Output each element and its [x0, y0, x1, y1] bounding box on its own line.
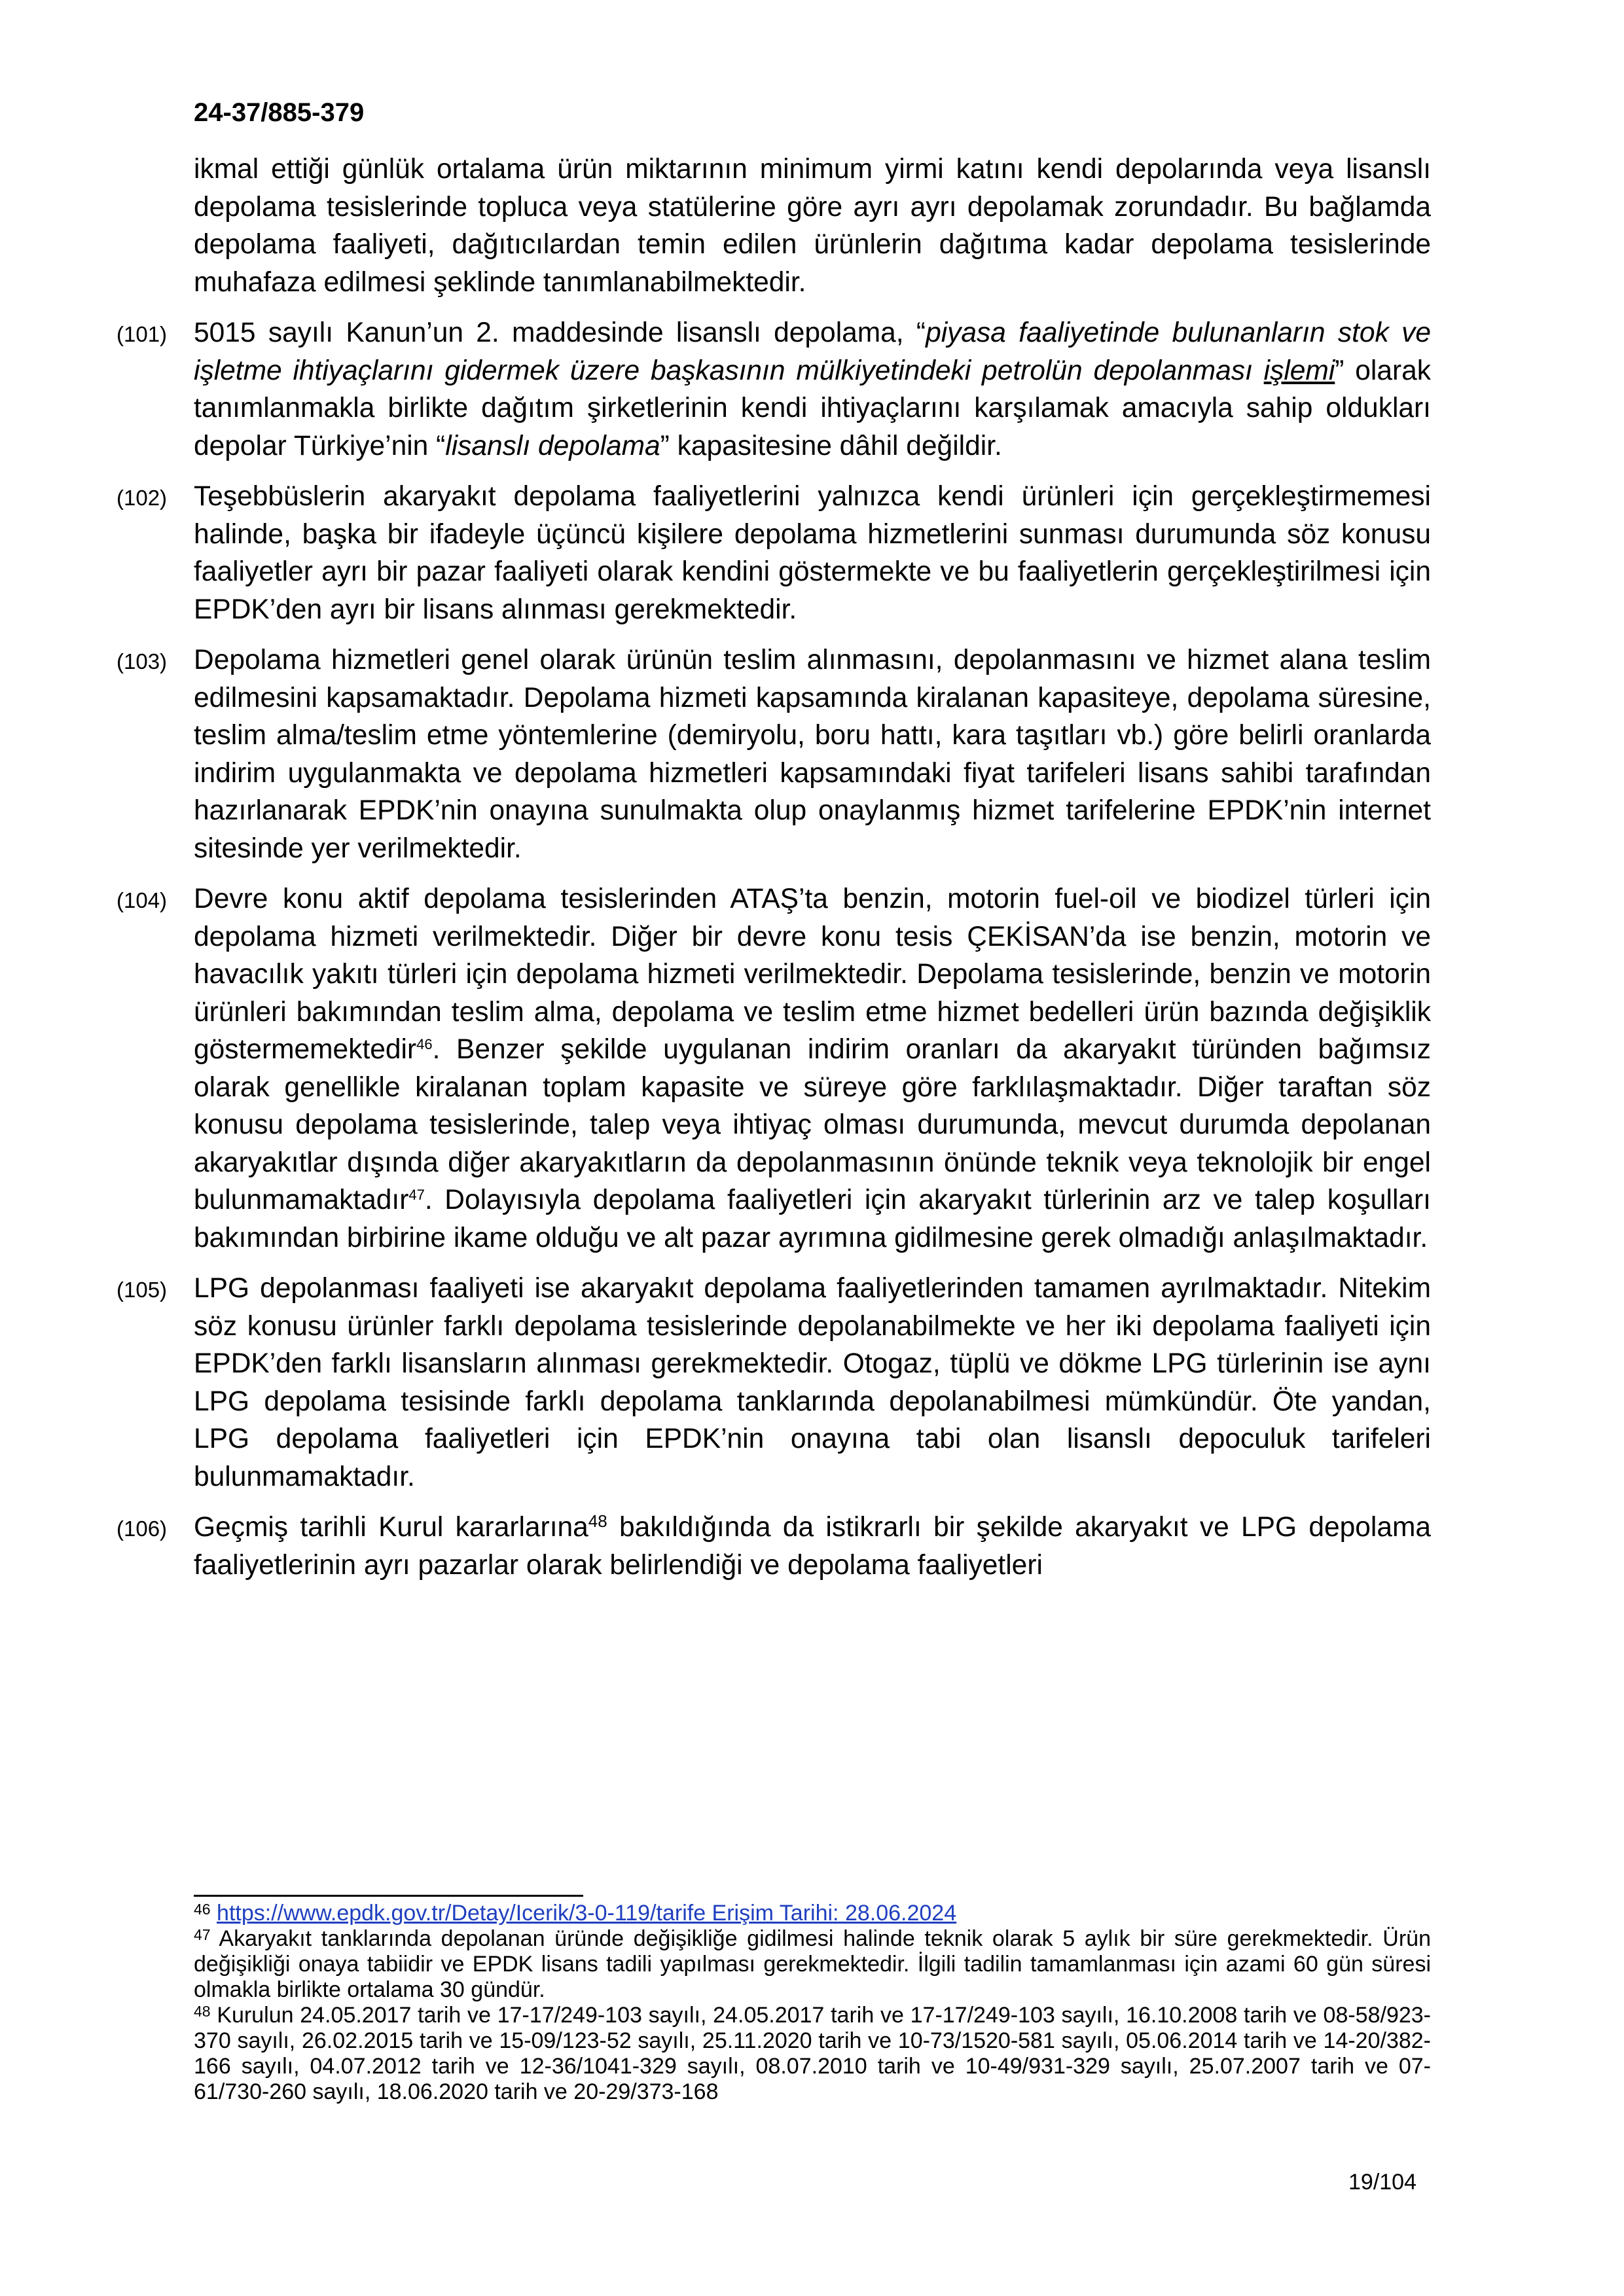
- paragraph-text: [194, 314, 1431, 465]
- footnote-separator: [194, 1895, 583, 1897]
- footnote-link[interactable]: https://www.epdk.gov.tr/Detay/Icerik/3-0-119/tarife Erişim Tarihi: 28.06.2024: [217, 1901, 957, 1926]
- paragraph-number: (105): [117, 1278, 168, 1302]
- paragraph-number: (106): [117, 1516, 168, 1541]
- paragraph-number: (104): [117, 888, 168, 912]
- footnote-number: 47: [194, 1926, 211, 1943]
- footnote-ref[interactable]: 46: [416, 1036, 433, 1052]
- footnote-48: [194, 2003, 1431, 2105]
- page-number: 19/104: [1348, 2170, 1416, 2195]
- text-run: ” kapasitesine dâhil değildir.: [660, 430, 1002, 461]
- paragraph-number: (101): [117, 322, 168, 346]
- text-run: Geçmiş tarihli Kurul kararlarına: [194, 1512, 588, 1543]
- paragraph-104: [117, 880, 1431, 1257]
- footnote-number: 48: [194, 2003, 211, 2020]
- italic-term: lisanslı depolama: [445, 430, 660, 461]
- footnote-47: [194, 1926, 1431, 2003]
- text-run: . Benzer şekilde uygulanan indirim oranları da akaryakıt türünden bağımsız olarak genellikle kiralanan toplam kapasite ve süreye göre farklılaşmaktadır. Diğer taraftan söz konusu depolama tesislerinde, talep veya ihtiyaç olması durumunda, mevcut durumda depolanan akaryakıtlar dışında diğer akaryakıtların da depolanmasının önünde teknik veya teknolojik bir engel bulunmamaktadır: [194, 1034, 1431, 1215]
- footnote-text: Akaryakıt tanklarında depolanan üründe değişikliğe gidilmesi halinde teknik olarak 5 aylık bir süre gerekmektedir. Ürün değişikliği onaya tabiidir ve EPDK lisans tadili yapılması gerekmektedir. İlgili tadilin tamamlanması için azami 60 gün süresi olmakla birlikte ortalama 30 gündür.: [194, 1926, 1431, 2002]
- text-run: bakıldığında da istikrarlı bir şekilde akaryakıt ve LPG depolama faaliyetlerinin ayrı pazarlar olarak belirlendiği ve depolama faaliyetleri: [194, 1512, 1431, 1581]
- paragraph-106: [117, 1509, 1431, 1584]
- text-run: . Dolayısıyla depolama faaliyetleri için akaryakıt türlerinin arz ve talep koşulları bakımından birbirine ikame olduğu ve alt pazar ayrımına gidilmesine gerek olmadığı anlaşılmaktadır.: [194, 1185, 1431, 1253]
- document-number: 24-37/885-379: [194, 98, 365, 127]
- document-body: [117, 151, 1431, 1597]
- paragraph-text: [194, 880, 1431, 1257]
- footnote-ref[interactable]: 47: [408, 1187, 425, 1203]
- footnote-number: 46: [194, 1901, 211, 1918]
- text-run: Devre konu aktif depolama tesislerinden ATAŞ’ta benzin, motorin fuel-oil ve biodizel türleri için depolama hizmeti verilmektedir. Diğer bir devre konu tesis ÇEKİSAN’da ise benzin, motorin ve havacılık yakıtı türleri için depolama hizmeti verilmektedir. Depolama tesislerinde, benzin ve motorin ürünleri bakımından teslim alma, depolama ve teslim etme hizmet bedelleri ürün bazında değişiklik göstermemektedir: [194, 884, 1431, 1065]
- paragraph-103: [117, 641, 1431, 867]
- footnote-text: Kurulun 24.05.2017 tarih ve 17-17/249-103 sayılı, 24.05.2017 tarih ve 17-17/249-103 sayılı, 16.10.2008 tarih ve 08-58/923-370 sayılı, 26.02.2015 tarih ve 15-09/123-52 sayılı, 25.11.2020 tarih ve 10-73/1520-581 sayılı, 05.06.2014 tarih ve 14-20/382-166 sayılı, 04.07.2012 tarih ve 12-36/1041-329 sayılı, 08.07.2010 tarih ve 10-49/931-329 sayılı, 25.07.2007 tarih ve 07-61/730-260 sayılı, 18.06.2020 tarih ve 20-29/373-168: [194, 2003, 1431, 2104]
- footnote-46: [194, 1901, 1431, 1926]
- text-run: 5015 sayılı Kanun’un 2. maddesinde lisanslı depolama, “: [194, 317, 926, 348]
- italic-underlined-word: işlemi: [1263, 355, 1335, 386]
- paragraph-text: ikmal ettiği günlük ortalama ürün miktarının minimum yirmi katını kendi depolarında veya lisanslı depolama tesislerinde topluca veya statülerine göre ayrı ayrı depolamak zorundadır. Bu bağlamda depolama faaliyeti, dağıtıcılardan temin edilen ürünlerin dağıtıma kadar depolama tesislerinde muhafaza edilmesi şeklinde tanımlanabilmektedir.: [194, 154, 1431, 298]
- footnotes: [194, 1895, 1431, 2105]
- paragraph-number: (103): [117, 649, 168, 673]
- italic-quote: piyasa faaliyetinde bulunanların stok ve işletme ihtiyaçlarını gidermek üzere başkasının mülkiyetindeki petrolün depolanması: [194, 317, 1431, 386]
- paragraph-text: Depolama hizmetleri genel olarak ürünün teslim alınmasını, depolanmasını ve hizmet alana teslim edilmesini kapsamaktadır. Depolama hizmeti kapsamında kiralanan kapasiteye, depolama süresine, teslim alma/teslim etme yöntemlerine (demiryolu, boru hattı, kara taşıtları vb.) göre belirli oranlarda indirim uygulanmakta ve depolama hizmetleri kapsamındaki fiyat tarifeleri lisans sahibi tarafından hazırlanarak EPDK’nin onayına sunulmakta olup onaylanmış hizmet tarifelerine EPDK’nin internet sitesinde yer verilmektedir.: [194, 645, 1431, 864]
- paragraph-101: [117, 314, 1431, 465]
- paragraph-continuation: [194, 151, 1431, 301]
- paragraph-text: LPG depolanması faaliyeti ise akaryakıt depolama faaliyetlerinden tamamen ayrılmaktadır. Nitekim söz konusu ürünler farklı depolama tesislerinde depolanabilmekte ve her iki depolama faaliyeti için EPDK’den farklı lisansların alınması gerekmektedir. Otogaz, tüplü ve dökme LPG türlerinin ise aynı LPG depolama tesisinde farklı depolama tanklarında depolanabilmesi mümkündür. Öte yandan, LPG depolama faaliyetleri için EPDK’nin onayına tabi olan lisanslı depoculuk tarifeleri bulunmamaktadır.: [194, 1273, 1431, 1492]
- paragraph-102: [117, 478, 1431, 628]
- paragraph-text: [194, 1509, 1431, 1584]
- paragraph-text: Teşebbüslerin akaryakıt depolama faaliyetlerini yalnızca kendi ürünleri için gerçekleştirmemesi halinde, başka bir ifadeyle üçüncü kişilere depolama hizmetlerini sunması durumunda söz konusu faaliyetler ayrı bir pazar faaliyeti olarak kendini göstermekte ve bu faaliyetlerin gerçekleştirilmesi için EPDK’den ayrı bir lisans alınması gerekmektedir.: [194, 481, 1431, 625]
- text-run: ” olarak tanımlanmakla birlikte dağıtım şirketlerinin kendi ihtiyaçlarını karşılamak amacıyla sahip oldukları depolar Türkiye’nin “: [194, 355, 1431, 461]
- paragraph-105: [117, 1270, 1431, 1496]
- footnote-ref[interactable]: 48: [588, 1511, 607, 1531]
- paragraph-number: (102): [117, 486, 168, 510]
